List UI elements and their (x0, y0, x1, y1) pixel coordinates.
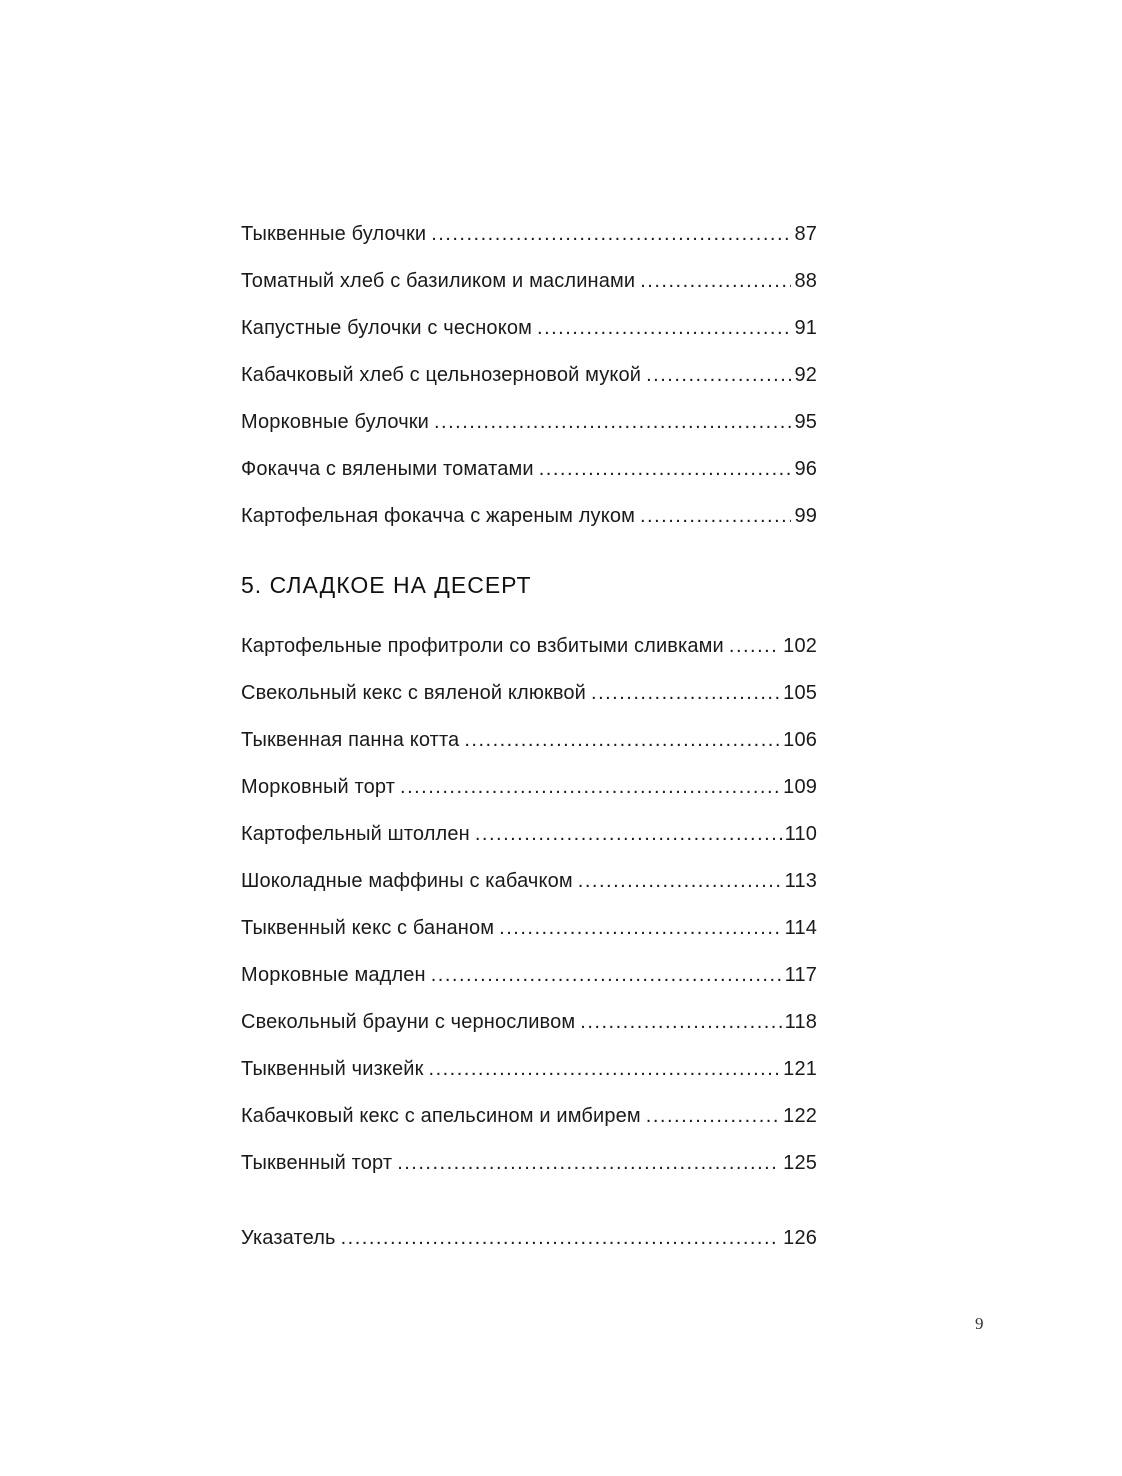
toc-entry-page: 125 (783, 1152, 817, 1174)
dot-leader (640, 505, 791, 527)
toc-entry[interactable] (241, 386, 817, 433)
toc-entry-title: Картофельный штоллен (241, 823, 470, 845)
dot-leader (431, 964, 782, 986)
dot-leader (537, 317, 791, 339)
toc-entry-title: Картофельная фокачча с жареным луком (241, 505, 635, 527)
toc-entry-title: Шоколадные маффины с кабачком (241, 870, 573, 892)
toc-entry[interactable] (241, 939, 817, 986)
toc-entry[interactable] (241, 798, 817, 845)
toc-entry-page: 91 (794, 317, 817, 339)
dot-leader (578, 870, 782, 892)
dot-leader (539, 458, 792, 480)
dot-leader (580, 1011, 781, 1033)
toc-entry-title: Кабачковый кекс с апельсином и имбирем (241, 1105, 641, 1127)
toc-entry-title: Морковный торт (241, 776, 396, 798)
toc-entry[interactable] (241, 480, 817, 527)
toc-entry-title: Тыквенный кекс с бананом (241, 917, 495, 939)
toc-entry[interactable] (241, 610, 817, 657)
section-heading: 5. СЛАДКОЕ НА ДЕСЕРТ (241, 572, 532, 598)
dot-leader (475, 823, 782, 845)
toc-entry-title: Картофельные профитроли со взбитыми сливками (241, 635, 724, 657)
toc-section-4-list (241, 198, 817, 527)
toc-entry[interactable] (241, 704, 817, 751)
dot-leader (464, 729, 780, 751)
toc-section-5-list (241, 610, 817, 1174)
toc-entry-page: 87 (794, 223, 817, 245)
dot-leader (646, 364, 791, 386)
toc-entry-page: 105 (783, 682, 817, 704)
toc-entry[interactable] (241, 339, 817, 386)
toc-entry[interactable] (241, 986, 817, 1033)
toc-entry-page: 102 (783, 635, 817, 657)
toc-entry-title: Тыквенный торт (241, 1152, 393, 1174)
toc-entry[interactable] (241, 1080, 817, 1127)
toc-entry-page: 122 (783, 1105, 817, 1127)
toc-index-block (241, 1202, 817, 1249)
dot-leader (400, 776, 780, 798)
page-number: 9 (975, 1314, 984, 1333)
toc-entry[interactable] (241, 245, 817, 292)
dot-leader (429, 1058, 781, 1080)
toc-entry-page: 99 (794, 505, 817, 527)
dot-leader (729, 635, 780, 657)
toc-entry-page: 110 (784, 823, 817, 845)
toc-entry-page: 118 (784, 1011, 817, 1033)
toc-entry[interactable] (241, 1127, 817, 1174)
toc-entry[interactable] (241, 292, 817, 339)
toc-entry-title: Кабачковый хлеб с цельнозерновой мукой (241, 364, 642, 386)
toc-entry-page: 95 (794, 411, 817, 433)
toc-entry[interactable] (241, 198, 817, 245)
toc-entry-title: Томатный хлеб с базиликом и маслинами (241, 270, 636, 292)
toc-entry-title: Свекольный брауни с черносливом (241, 1011, 576, 1033)
dot-leader (431, 223, 791, 245)
toc-entry-title: Свекольный кекс с вяленой клюквой (241, 682, 587, 704)
toc-entry[interactable] (241, 751, 817, 798)
toc-entry[interactable] (241, 433, 817, 480)
toc-entry-page: 121 (783, 1058, 817, 1080)
dot-leader (341, 1227, 781, 1249)
toc-entry-title: Морковные мадлен (241, 964, 426, 986)
toc-entry-title: Тыквенная панна котта (241, 729, 460, 751)
toc-entry-page: 92 (794, 364, 817, 386)
toc-entry-page: 117 (784, 964, 817, 986)
toc-entry-page: 106 (783, 729, 817, 751)
toc-entry-page: 126 (783, 1227, 817, 1249)
toc-entry-page: 114 (784, 917, 817, 939)
toc-entry-title: Морковные булочки (241, 411, 429, 433)
toc-entry-page: 96 (794, 458, 817, 480)
toc-entry[interactable] (241, 1033, 817, 1080)
dot-leader (397, 1152, 780, 1174)
toc-entry-title: Указатель (241, 1227, 336, 1249)
toc-entry-page: 109 (783, 776, 817, 798)
dot-leader (646, 1105, 780, 1127)
toc-entry[interactable] (241, 892, 817, 939)
toc-entry-title: Капустные булочки с чесноком (241, 317, 533, 339)
dot-leader (499, 917, 781, 939)
toc-entry-title: Тыквенный чизкейк (241, 1058, 424, 1080)
toc-entry-index[interactable] (241, 1202, 817, 1249)
toc-entry-title: Фокачча с вялеными томатами (241, 458, 534, 480)
dot-leader (591, 682, 780, 704)
dot-leader (434, 411, 791, 433)
toc-entry[interactable] (241, 657, 817, 704)
toc-entry-page: 88 (794, 270, 817, 292)
toc-entry-page: 113 (784, 870, 817, 892)
toc-entry-title: Тыквенные булочки (241, 223, 427, 245)
dot-leader (640, 270, 791, 292)
toc-entry[interactable] (241, 845, 817, 892)
